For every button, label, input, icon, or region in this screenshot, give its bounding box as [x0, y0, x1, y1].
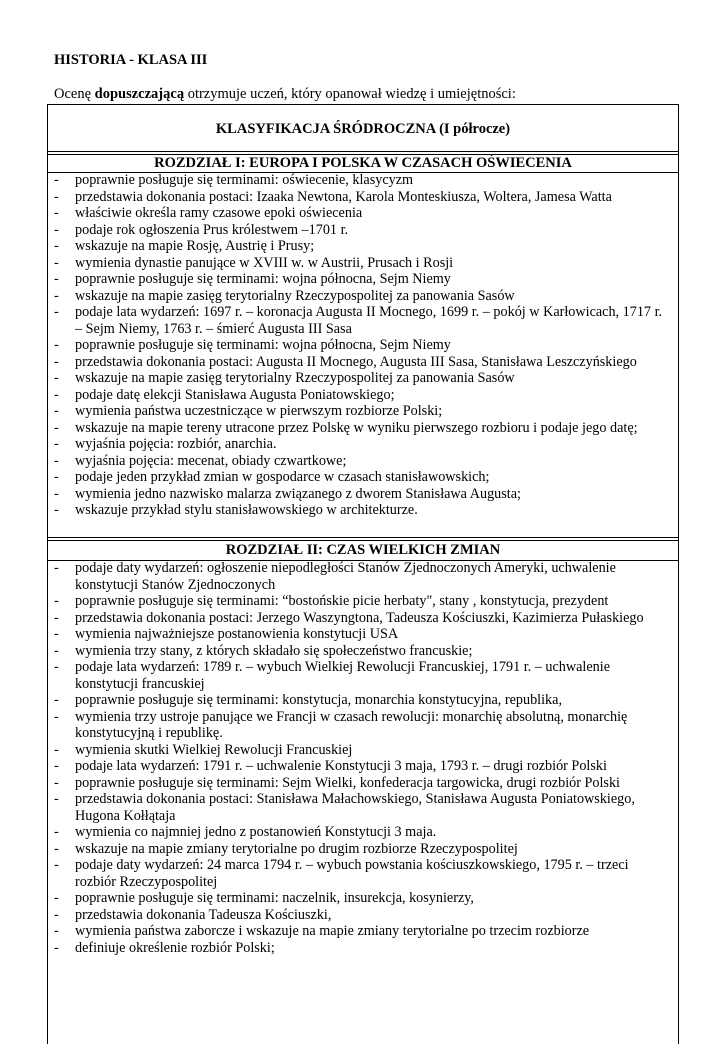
list-item-text: wyjaśnia pojęcia: mecenat, obiady czwartkowe; — [75, 452, 347, 469]
list-item-text: przedstawia dokonania Tadeusza Kościuszki, — [75, 906, 332, 923]
list-item-text: przedstawia dokonania postaci: Augusta II Mocnego, Augusta III Sasa, Stanisława Leszczyńskiego — [75, 353, 637, 370]
bullet-dash: - — [54, 626, 59, 642]
list-item — [48, 304, 678, 337]
bullet-dash: - — [54, 708, 59, 725]
list-item — [48, 387, 678, 404]
list-item-text: poprawnie posługuje się terminami: konstytucja, monarchia konstytucyjna, republika, — [75, 692, 562, 708]
bullet-dash: - — [54, 791, 59, 807]
bullet-dash: - — [54, 609, 59, 626]
list-item — [48, 742, 678, 759]
list-item-text: wskazuje na mapie tereny utracone przez Polskę w wyniku pierwszego rozbioru i podaje jego datę; — [75, 419, 638, 436]
bullet-dash: - — [54, 386, 59, 403]
list-item-text: podaje daty wydarzeń: ogłoszenie niepodległości Stanów Zjednoczonych Ameryki, uchwalenie konstytucji Stanów Zjednoczonych — [75, 560, 616, 593]
divider — [48, 540, 678, 541]
bullet-dash: - — [54, 758, 59, 774]
intro-post: otrzymuje uczeń, który opanował wiedzę i umiejętności: — [184, 86, 516, 102]
list-item — [48, 923, 678, 940]
list-item — [48, 643, 678, 660]
grade-level: dopuszczającą — [94, 86, 185, 102]
list-item — [48, 890, 678, 907]
bullet-dash: - — [54, 172, 59, 188]
bullet-dash: - — [54, 469, 59, 485]
intro-pre: Ocenę — [54, 86, 95, 102]
bullet-dash: - — [54, 890, 59, 906]
list-item — [48, 824, 678, 841]
chapter-1-list — [48, 172, 678, 519]
list-item — [48, 337, 678, 354]
divider — [48, 537, 678, 538]
intro-sentence — [54, 86, 516, 103]
bullet-dash: - — [54, 560, 59, 576]
list-item-text: podaje datę elekcji Stanisława Augusta Poniatowskiego; — [75, 386, 395, 403]
bullet-dash: - — [54, 337, 59, 353]
list-item — [48, 370, 678, 387]
list-item-text: wymienia dynastie panujące w XVIII w. w Austrii, Prusach i Rosji — [75, 254, 454, 271]
list-item-text: wskazuje na mapie Rosję, Austrię i Prusy; — [75, 238, 315, 254]
bullet-dash: - — [54, 502, 59, 518]
list-item — [48, 560, 678, 593]
bullet-dash: - — [54, 923, 59, 939]
bullet-dash: - — [54, 840, 59, 857]
bullet-dash: - — [54, 254, 59, 271]
list-item — [48, 453, 678, 470]
list-item-text: przedstawia dokonania postaci: Jerzego Waszyngtona, Tadeusza Kościuszki, Kazimierza Pułaskiego — [75, 609, 644, 626]
list-item-text: podaje jeden przykład zmian w gospodarce w czasach stanisławowskich; — [75, 469, 490, 485]
bullet-dash: - — [54, 593, 59, 609]
list-item — [48, 436, 678, 453]
bullet-dash: - — [54, 659, 59, 675]
bullet-dash: - — [54, 642, 59, 659]
document-title: HISTORIA - KLASA III — [54, 52, 208, 68]
list-item — [48, 271, 678, 288]
list-item-text: wyjaśnia pojęcia: rozbiór, anarchia. — [75, 436, 277, 452]
list-item-text: podaje rok ogłoszenia Prus królestwem –1701 r. — [75, 221, 349, 238]
list-item-text: wskazuje na mapie zasięg terytorialny Rzeczypospolitej za panowania Sasów — [75, 370, 515, 386]
list-item — [48, 709, 678, 742]
bullet-dash: - — [54, 452, 59, 469]
list-item — [48, 403, 678, 420]
bullet-dash: - — [54, 238, 59, 254]
list-item — [48, 659, 678, 692]
chapter-2-list — [48, 560, 678, 956]
list-item-text: poprawnie posługuje się terminami: wojna północna, Sejm Niemy — [75, 271, 451, 287]
list-item-text: przedstawia dokonania postaci: Izaaka Newtona, Karola Monteskiusza, Woltera, Jamesa Watta — [75, 188, 612, 205]
bullet-dash: - — [54, 436, 59, 452]
bullet-dash: - — [54, 370, 59, 386]
bullet-dash: - — [54, 485, 59, 502]
list-item — [48, 255, 678, 272]
list-item-text: poprawnie posługuje się terminami: “bostońskie picie herbaty", stany , konstytucja, prezydent — [75, 593, 609, 609]
list-item — [48, 626, 678, 643]
list-item-text: poprawnie posługuje się terminami: wojna północna, Sejm Niemy — [75, 337, 451, 353]
bullet-dash: - — [54, 221, 59, 238]
list-item-text: podaje lata wydarzeń: 1789 r. – wybuch Wielkiej Rewolucji Francuskiej, 1791 r. – uchwalenie konstytucji francuskiej — [75, 659, 610, 692]
list-item-text: wymienia skutki Wielkiej Rewolucji Francuskiej — [75, 741, 353, 758]
list-item — [48, 791, 678, 824]
list-item-text: wskazuje na mapie zmiany terytorialne po drugim rozbiorze Rzeczypospolitej — [75, 840, 518, 857]
list-item-text: właściwie określa ramy czasowe epoki oświecenia — [75, 205, 363, 221]
bullet-dash: - — [54, 906, 59, 923]
bullet-dash: - — [54, 939, 59, 956]
list-item — [48, 907, 678, 924]
list-item-text: wskazuje przykład stylu stanisławowskiego w architekturze. — [75, 502, 418, 518]
list-item — [48, 758, 678, 775]
list-item — [48, 940, 678, 957]
bullet-dash: - — [54, 271, 59, 287]
list-item — [48, 189, 678, 206]
list-item — [48, 841, 678, 858]
bullet-dash: - — [54, 353, 59, 370]
list-item — [48, 469, 678, 486]
list-item — [48, 857, 678, 890]
list-item — [48, 502, 678, 519]
list-item-text: poprawnie posługuje się terminami: naczelnik, insurekcja, kosynierzy, — [75, 890, 474, 906]
list-item-text: wskazuje na mapie zasięg terytorialny Rzeczypospolitej za panowania Sasów — [75, 287, 515, 304]
bullet-dash: - — [54, 287, 59, 304]
list-item — [48, 288, 678, 305]
list-item-text: wymienia trzy ustroje panujące we Francji w czasach rewolucji: monarchię absolutną, monarchię konstytucyjną i republikę. — [75, 708, 628, 741]
list-item — [48, 692, 678, 709]
bullet-dash: - — [54, 692, 59, 708]
bullet-dash: - — [54, 857, 59, 873]
list-item-text: wymienia państwa zaborcze i wskazuje na mapie zmiany terytorialne po trzecim rozbiorze — [75, 923, 590, 939]
list-item — [48, 593, 678, 610]
list-item-text: przedstawia dokonania postaci: Stanisława Małachowskiego, Stanisława Augusta Poniatowskiego, Hugona Kołłątaja — [75, 791, 635, 824]
list-item-text: podaje lata wydarzeń: 1697 r. – koronacja Augusta II Mocnego, 1699 r. – pokój w Karłowicach, 1717 r. – Sejm Niemy, 1763 r. – śmierć Augusta III Sasa — [75, 304, 663, 337]
list-item-text: wymienia trzy stany, z których składało się społeczeństwo francuskie; — [75, 642, 473, 659]
bullet-dash: - — [54, 774, 59, 791]
list-item — [48, 172, 678, 189]
bullet-dash: - — [54, 824, 59, 840]
list-item — [48, 610, 678, 627]
classification-title: KLASYFIKACJA ŚRÓDROCZNA (I półrocze) — [215, 121, 511, 137]
bullet-dash: - — [54, 741, 59, 758]
bullet-dash: - — [54, 304, 59, 320]
list-item — [48, 486, 678, 503]
list-item-text: podaje lata wydarzeń: 1791 r. – uchwalenie Konstytucji 3 maja, 1793 r. – drugi rozbiór Polski — [75, 758, 607, 774]
chapter-1-title: ROZDZIAŁ I: EUROPA I POLSKA W CZASACH OŚWIECENIA — [154, 155, 572, 171]
list-item — [48, 238, 678, 255]
list-item-text: poprawnie posługuje się terminami: Sejm Wielki, konfederacja targowicka, drugi rozbiór Polski — [75, 774, 620, 791]
list-item — [48, 222, 678, 239]
list-item-text: wymienia jedno nazwisko malarza związanego z dworem Stanisława Augusta; — [75, 485, 521, 502]
bullet-dash: - — [54, 419, 59, 436]
list-item-text: wymienia najważniejsze postanowienia konstytucji USA — [75, 626, 399, 642]
list-item — [48, 205, 678, 222]
requirements-table — [47, 104, 679, 1044]
list-item-text: wymienia co najmniej jedno z postanowień Konstytucji 3 maja. — [75, 824, 437, 840]
bullet-dash: - — [54, 205, 59, 221]
list-item-text: poprawnie posługuje się terminami: oświecenie, klasycyzm — [75, 172, 414, 188]
list-item — [48, 775, 678, 792]
list-item — [48, 354, 678, 371]
divider — [48, 151, 678, 152]
list-item-text: definiuje określenie rozbiór Polski; — [75, 939, 275, 956]
list-item-text: podaje daty wydarzeń: 24 marca 1794 r. – wybuch powstania kościuszkowskiego, 1795 r. – trzeci rozbiór Rzeczypospolitej — [75, 857, 629, 890]
list-item — [48, 420, 678, 437]
list-item-text: wymienia państwa uczestniczące w pierwszym rozbiorze Polski; — [75, 403, 443, 419]
bullet-dash: - — [54, 403, 59, 419]
chapter-2-title: ROZDZIAŁ II: CZAS WIELKICH ZMIAN — [225, 542, 501, 558]
bullet-dash: - — [54, 188, 59, 205]
